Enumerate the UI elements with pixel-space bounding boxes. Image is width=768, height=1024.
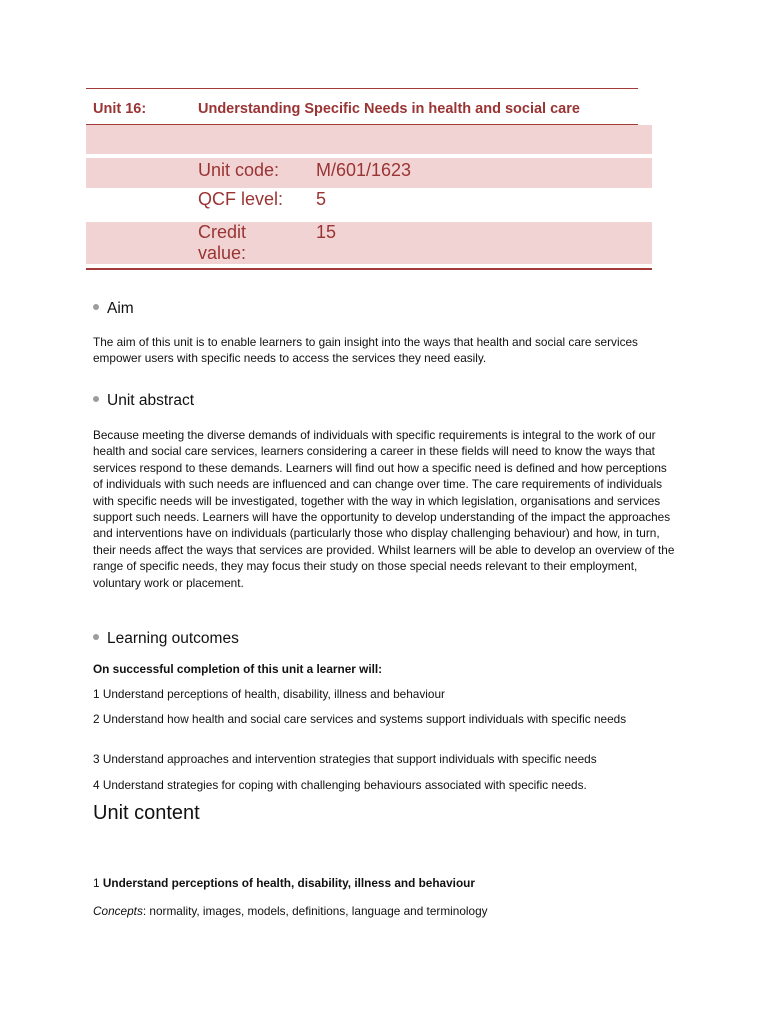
- outcomes-intro: On successful completion of this unit a learner will:: [93, 662, 383, 676]
- credit-value-value: 15: [316, 222, 337, 242]
- header-band-empty: [86, 125, 652, 154]
- outcomes-heading: Learning outcomes: [93, 630, 239, 648]
- concepts-text: : normality, images, models, definitions, language and terminology: [142, 904, 488, 918]
- bottom-rule: [86, 268, 652, 270]
- bullet-icon: [93, 304, 99, 310]
- aim-text: The aim of this unit is to enable learners to gain insight into the ways that health and social care services empower users with specific needs to access the services they need easily.: [93, 335, 638, 366]
- header-band-credit: [86, 222, 652, 264]
- abstract-heading: Unit abstract: [93, 392, 194, 410]
- unit-content-heading: Unit content: [93, 802, 200, 824]
- outcome-item-3: 3 Understand approaches and intervention strategies that support individuals with specific needs: [93, 752, 597, 766]
- credit-value-label: Credit value:: [198, 222, 247, 263]
- concepts-line: [93, 903, 676, 919]
- top-rule: [86, 88, 638, 89]
- outcome-item-4: 4 Understand strategies for coping with challenging behaviours associated with specific needs.: [93, 778, 587, 792]
- section-number: 1: [93, 876, 100, 890]
- bullet-icon: [93, 396, 99, 402]
- unit-title: Understanding Specific Needs in health and social care: [198, 101, 580, 117]
- unit-code-value: M/601/1623: [316, 160, 412, 180]
- section-title: Understand perceptions of health, disability, illness and behaviour: [102, 876, 475, 890]
- abstract-text: Because meeting the diverse demands of individuals with specific requirements is integral to the work of our health and social care services, learners considering a career in these fields will need to know the ways that services respond to these demands. Learners will find out how a specific need is defined and how perceptions of individuals with such needs are influenced and can change over time. The care requirements of individuals with specific needs will be investigated, together with the way in which legislation, organisations and services support such needs. Learners will have the opportunity to develop understanding of the impact the approaches and interventions have on individuals (particularly those who display challenging behaviour) and how, in turn, their needs affect the ways that services are provided. Whilst learners will be able to develop an overview of the range of specific needs, they may focus their study on those special needs relevant to their employment, voluntary work or placement.: [93, 428, 675, 590]
- bullet-icon: [93, 634, 99, 640]
- outcome-item-2: 2 Understand how health and social care services and systems support individuals with specific needs: [93, 712, 627, 726]
- aim-heading: Aim: [93, 300, 134, 318]
- outcome-item-1: 1 Understand perceptions of health, disability, illness and behaviour: [93, 687, 445, 701]
- concepts-label: Concepts: [93, 904, 143, 918]
- unit-number: Unit 16:: [93, 101, 147, 117]
- content-section-1: [93, 875, 676, 891]
- qcf-level-value: 5: [316, 189, 327, 209]
- unit-code-label: Unit code:: [198, 160, 280, 180]
- qcf-level-label: QCF level:: [198, 189, 284, 209]
